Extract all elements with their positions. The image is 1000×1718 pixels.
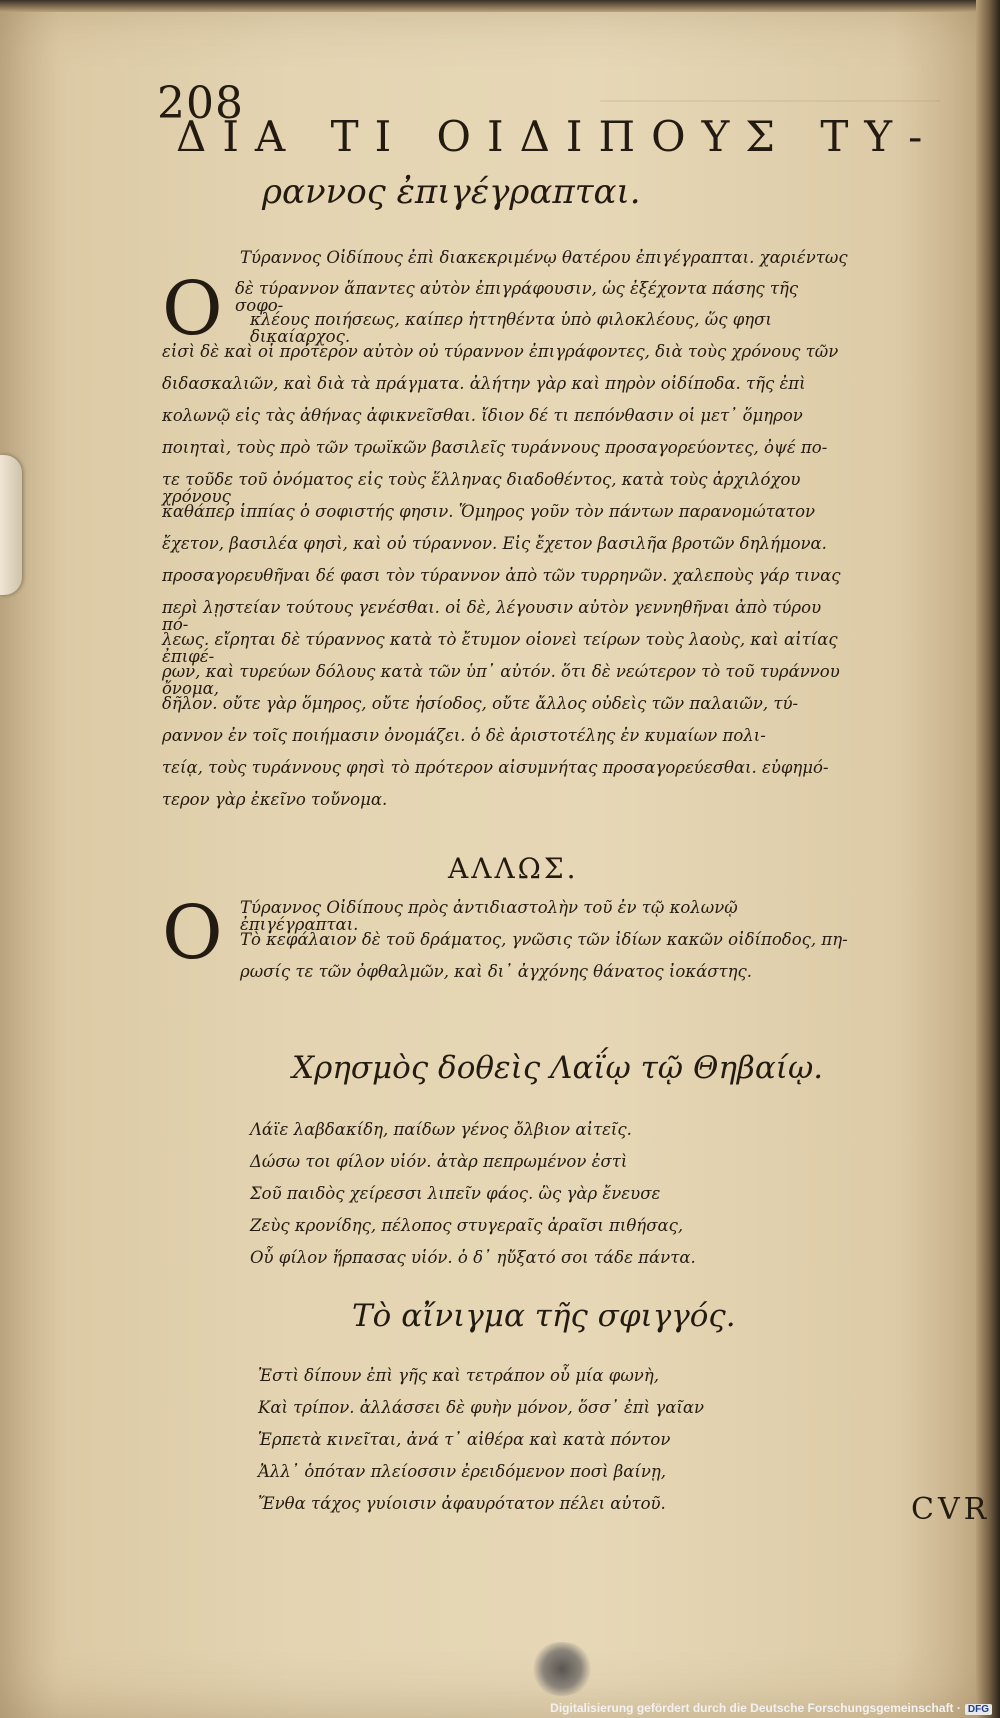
verse-line: Οὗ φίλον ἥρπασας υἱόν. ὁ δ᾽ ηὔξατό σοι τάδε πάντα. [250,1248,696,1267]
text-line: κολωνῷ εἰς τὰς ἀθήνας ἀφικνεῖσθαι. ἴδιον δέ τι πεπόνθασιν οἱ μετ᾽ ὅμηρον [162,406,803,425]
text-line: ποιηταὶ, τοὺς πρὸ τῶν τρωϊκῶν βασιλεῖς τυράννους προσαγορεύοντες, ὀψέ πο- [162,438,828,457]
book-gutter-edge [976,0,1000,1718]
ink-blot [530,1642,594,1696]
text-line: καθάπερ ἱππίας ὁ σοφιστής φησιν. Ὅμηρος γοῦν τὸν πάντων παρανομώτατον [162,502,816,521]
page-top-edge [0,0,1000,12]
digitization-footer [550,1701,992,1715]
verse-line: Καὶ τρίπον. ἀλλάσσει δὲ φυὴν μόνον, ὅσσ᾽ ἐπὶ γαῖαν [258,1398,705,1417]
oracle-heading: Χρησμὸς δοθεὶς Λαΐῳ τῷ Θηβαίῳ. [292,1050,824,1086]
page-title: ΔΙΑ ΤΙ ΟΙΔΙΠΟΥΣ ΤΥ- [176,112,939,161]
verse-line: Ἑρπετὰ κινεῖται, ἀνά τ᾽ αἰθέρα καὶ κατὰ πόντον [258,1430,671,1449]
text-line: τερον γὰρ ἐκεῖνο τοὔνομα. [162,790,388,809]
text-line: προσαγορευθῆναι δέ φασι τὸν τύραννον ἀπὸ τῶν τυρρηνῶν. χαλεποὺς γάρ τινας [162,566,841,585]
verse-line: Ζεὺς κρονίδης, πέλοπος στυγεραῖς ἀραῖσι πιθήσας, [250,1216,684,1235]
text-line: Τὸ κεφάλαιον δὲ τοῦ δράματος, γνῶσις τῶν ἰδίων κακῶν οἰδίποδος, πη- [240,930,848,949]
verse-line: Ἔνθα τάχος γυίοισιν ἀφαυρότατον πέλει αὐτοῦ. [258,1494,666,1513]
page-title-continued: ραννος ἐπιγέγραπται. [262,172,641,212]
text-line: ραννον ἐν τοῖς ποιήμασιν ὀνομάζει. ὁ δὲ ἀριστοτέλης ἐν κυμαίων πολι- [162,726,766,745]
text-line: ρωσίς τε τῶν ὀφθαλμῶν, καὶ δι᾽ ἀγχόνης θάνατος ἰοκάστης. [240,962,753,981]
catchword: CVR [911,1492,991,1527]
verse-line: Ἀλλ᾽ ὁπόταν πλείοσσιν ἐρειδόμενον ποσὶ βαίνῃ, [258,1462,667,1481]
text-line: λεως. εἴρηται δὲ τύραννος κατὰ τὸ ἔτυμον οἱονεὶ τείρων τοὺς λαοὺς, καὶ αἰτίας ἐπιφέ- [162,630,838,666]
section-heading: ΑΛΛΩΣ. [448,852,579,885]
riddle-heading: Τὸ αἴνιγμα τῆς σφιγγός. [352,1298,736,1334]
drop-cap: O [162,890,223,976]
footer-text: Digitalisierung gefördert durch die Deutsche Forschungsgemeinschaft · [550,1701,961,1715]
clasp [0,455,22,595]
text-line: κλέους ποιήσεως, καίπερ ἡττηθέντα ὑπὸ φιλοκλέους, ὥς φησι δικαίαρχος. [250,310,772,346]
page-number: 208 [157,78,244,129]
verse-line: Σοῦ παιδὸς χείρεσσι λιπεῖν φάος. ὣς γὰρ ἔνευσε [250,1184,661,1203]
text-line: ἔχετον, βασιλέα φησὶ, καὶ οὐ τύραννον. Εἰς ἔχετον βασιλῆα βροτῶν δηλήμονα. [162,534,827,553]
verse-line: Ἐστὶ δίπουν ἐπὶ γῆς καὶ τετράπον οὗ μία φωνὴ, [258,1366,659,1385]
text-line: Τύραννος Οἰδίπους ἐπὶ διακεκριμένῳ θατέρου ἐπιγέγραπται. χαριέντως [240,248,848,267]
text-line: τε τοῦδε τοῦ ὀνόματος εἰς τοὺς ἕλληνας διαδοθέντος, κατὰ τοὺς ἀρχιλόχου χρόνους [162,470,801,506]
text-line: ρων, καὶ τυρεύων δόλους κατὰ τῶν ὑπ᾽ αὐτόν. ὅτι δὲ νεώτερον τὸ τοῦ τυράννου ὄνομα, [162,662,840,698]
verse-line: Δώσω τοι φίλον υἱόν. ἀτὰρ πεπρωμένον ἐστὶ [250,1152,628,1171]
text-line: δῆλον. οὔτε γὰρ ὅμηρος, οὔτε ἡσίοδος, οὔτε ἄλλος οὐδεὶς τῶν παλαιῶν, τύ- [162,694,799,713]
verse-line: Λάϊε λαβδακίδη, παίδων γένος ὄλβιον αἰτεῖς. [250,1120,632,1139]
text-line: περὶ λῃστείαν τούτους γενέσθαι. οἱ δὲ, λέγουσιν αὐτὸν γεννηθῆναι ἀπὸ τύρου πό- [162,598,822,634]
bleed-through [600,60,940,102]
text-line: τείᾳ, τοὺς τυράννους φησὶ τὸ πρότερον αἰσυμνήτας προσαγορεύεσθαι. εὐφημό- [162,758,829,777]
text-line: διδασκαλιῶν, καὶ διὰ τὰ πράγματα. ἀλήτην γὰρ καὶ πηρὸν οἰδίποδα. τῆς ἐπὶ [162,374,806,393]
dfg-logo: DFG [965,1704,992,1715]
text-line: Τύραννος Οἰδίπους πρὸς ἀντιδιαστολὴν τοῦ ἐν τῷ κολωνῷ ἐπιγέγραπται. [240,898,738,934]
text-line: δὲ τύραννον ἅπαντες αὐτὸν ἐπιγράφουσιν, ὡς ἐξέχοντα πάσης τῆς σοφο- [235,279,799,315]
text-line: εἰσὶ δὲ καὶ οἱ πρότερον αὐτὸν οὐ τύραννον ἐπιγράφοντες, διὰ τοὺς χρόνους τῶν [162,342,839,361]
drop-cap: O [162,266,223,352]
